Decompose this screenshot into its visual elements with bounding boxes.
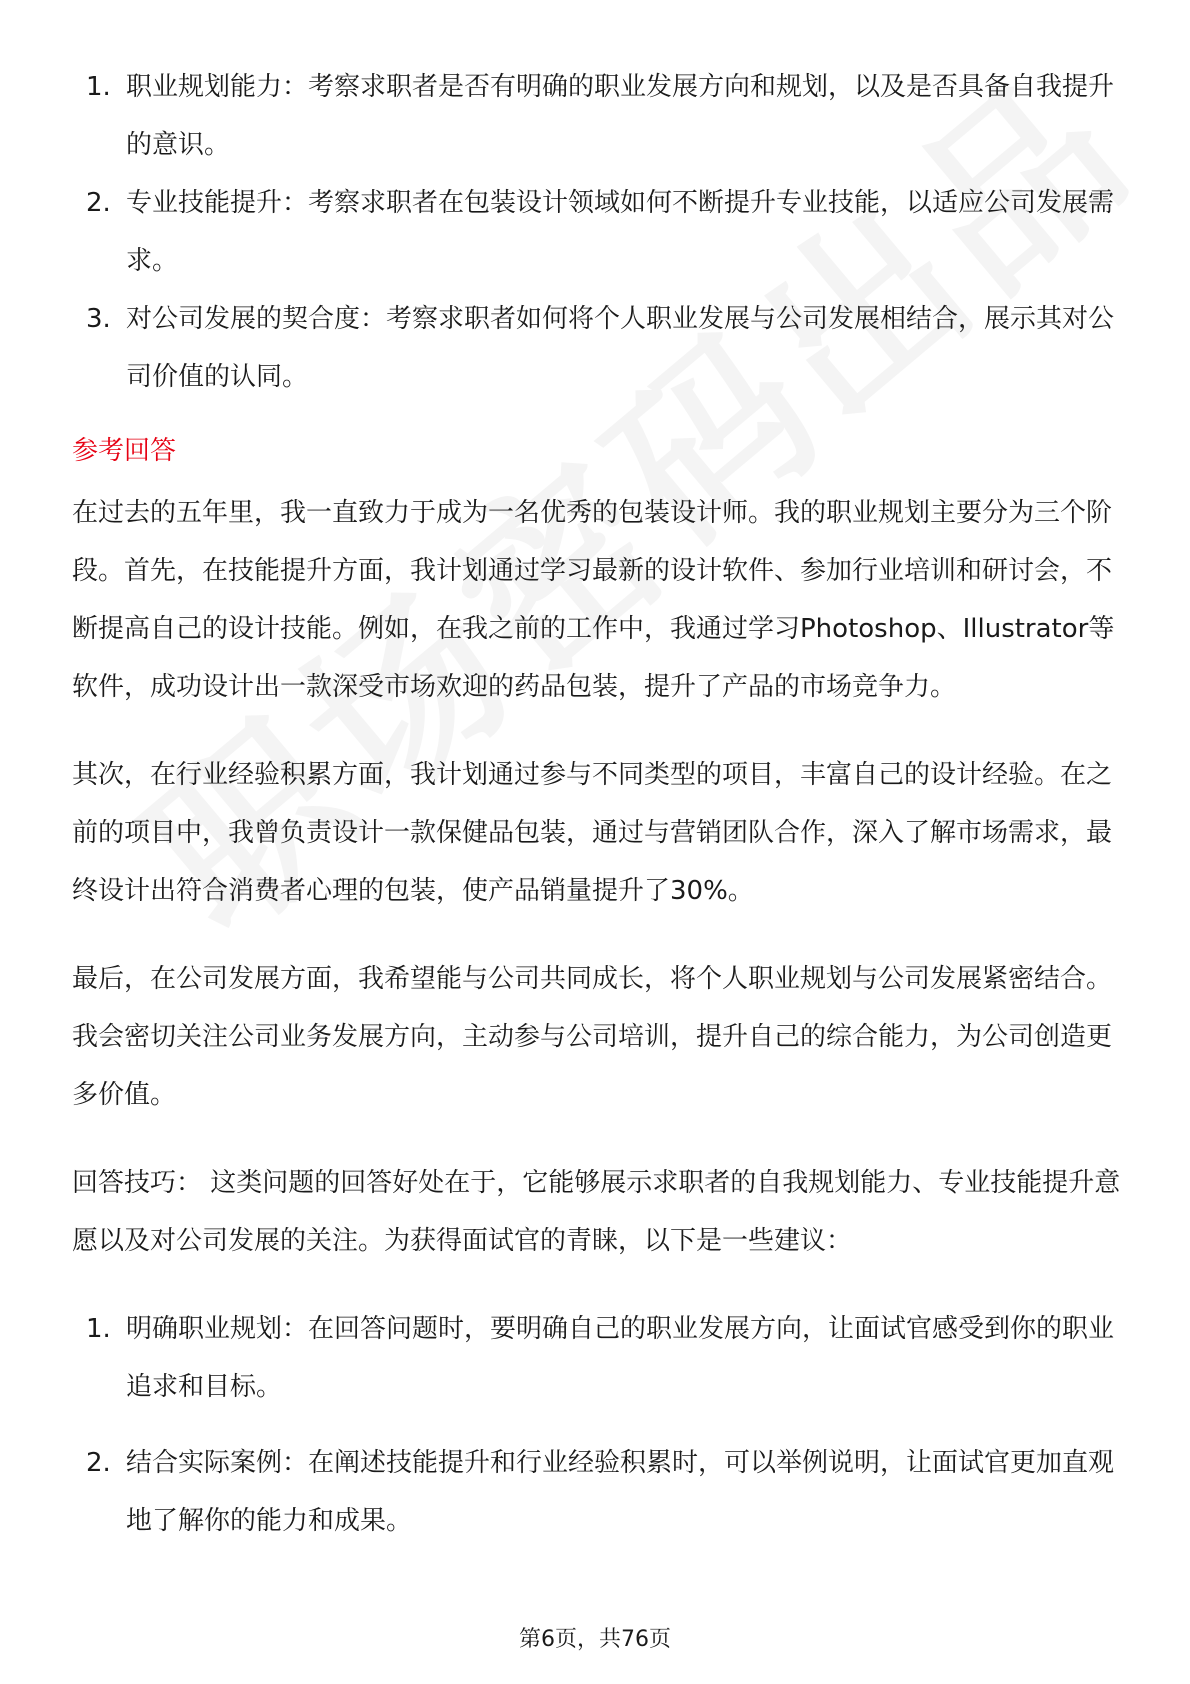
list-text: 专业技能提升：考察求职者在包装设计领域如何不断提升专业技能，以适应公司发展需求。	[126, 188, 1115, 276]
list-number: 1.	[86, 1314, 111, 1344]
list-item	[72, 1300, 1122, 1416]
answer-paragraph: 在过去的五年里，我一直致力于成为一名优秀的包装设计师。我的职业规划主要分为三个阶段。首先，在技能提升方面，我计划通过学习最新的设计软件、参加行业培训和研讨会，不断提高自己的设计技能。例如，在我之前的工作中，我通过学习Photoshop、Illustrator等软件，成功设计出一款深受市场欢迎的药品包装，提升了产品的市场竞争力。	[72, 498, 1115, 702]
evaluation-points-list	[72, 58, 1122, 406]
list-text: 对公司发展的契合度：考察求职者如何将个人职业发展与公司发展相结合，展示其对公司价值的认同。	[126, 304, 1115, 392]
tips-intro-paragraph: 回答技巧： 这类问题的回答好处在于，它能够展示求职者的自我规划能力、专业技能提升意愿以及对公司发展的关注。为获得面试官的青睐，以下是一些建议：	[72, 1168, 1121, 1256]
answer-paragraph: 最后，在公司发展方面，我希望能与公司共同成长，将个人职业规划与公司发展紧密结合。我会密切关注公司业务发展方向，主动参与公司培训，提升自己的综合能力，为公司创造更多价值。	[72, 964, 1113, 1110]
page-content	[72, 58, 1122, 1568]
list-item	[72, 290, 1122, 406]
list-number: 2.	[86, 1448, 111, 1478]
tips-list	[72, 1300, 1122, 1550]
list-number: 1.	[86, 72, 111, 102]
list-text: 明确职业规划：在回答问题时，要明确自己的职业发展方向，让面试官感受到你的职业追求和目标。	[126, 1314, 1115, 1402]
page-number-footer: 第6页，共76页	[519, 1627, 671, 1652]
list-item	[72, 1434, 1122, 1550]
list-text: 结合实际案例：在阐述技能提升和行业经验积累时，可以举例说明，让面试官更加直观地了解你的能力和成果。	[126, 1448, 1115, 1536]
list-item	[72, 174, 1122, 290]
list-text: 职业规划能力：考察求职者是否有明确的职业发展方向和规划，以及是否具备自我提升的意识。	[126, 72, 1115, 160]
section-heading: 参考回答	[72, 436, 177, 466]
list-item	[72, 58, 1122, 174]
list-number: 3.	[86, 304, 111, 334]
answer-paragraph: 其次，在行业经验积累方面，我计划通过参与不同类型的项目，丰富自己的设计经验。在之前的项目中，我曾负责设计一款保健品包装，通过与营销团队合作，深入了解市场需求，最终设计出符合消费者心理的包装，使产品销量提升了30%。	[72, 760, 1113, 906]
list-number: 2.	[86, 188, 111, 218]
